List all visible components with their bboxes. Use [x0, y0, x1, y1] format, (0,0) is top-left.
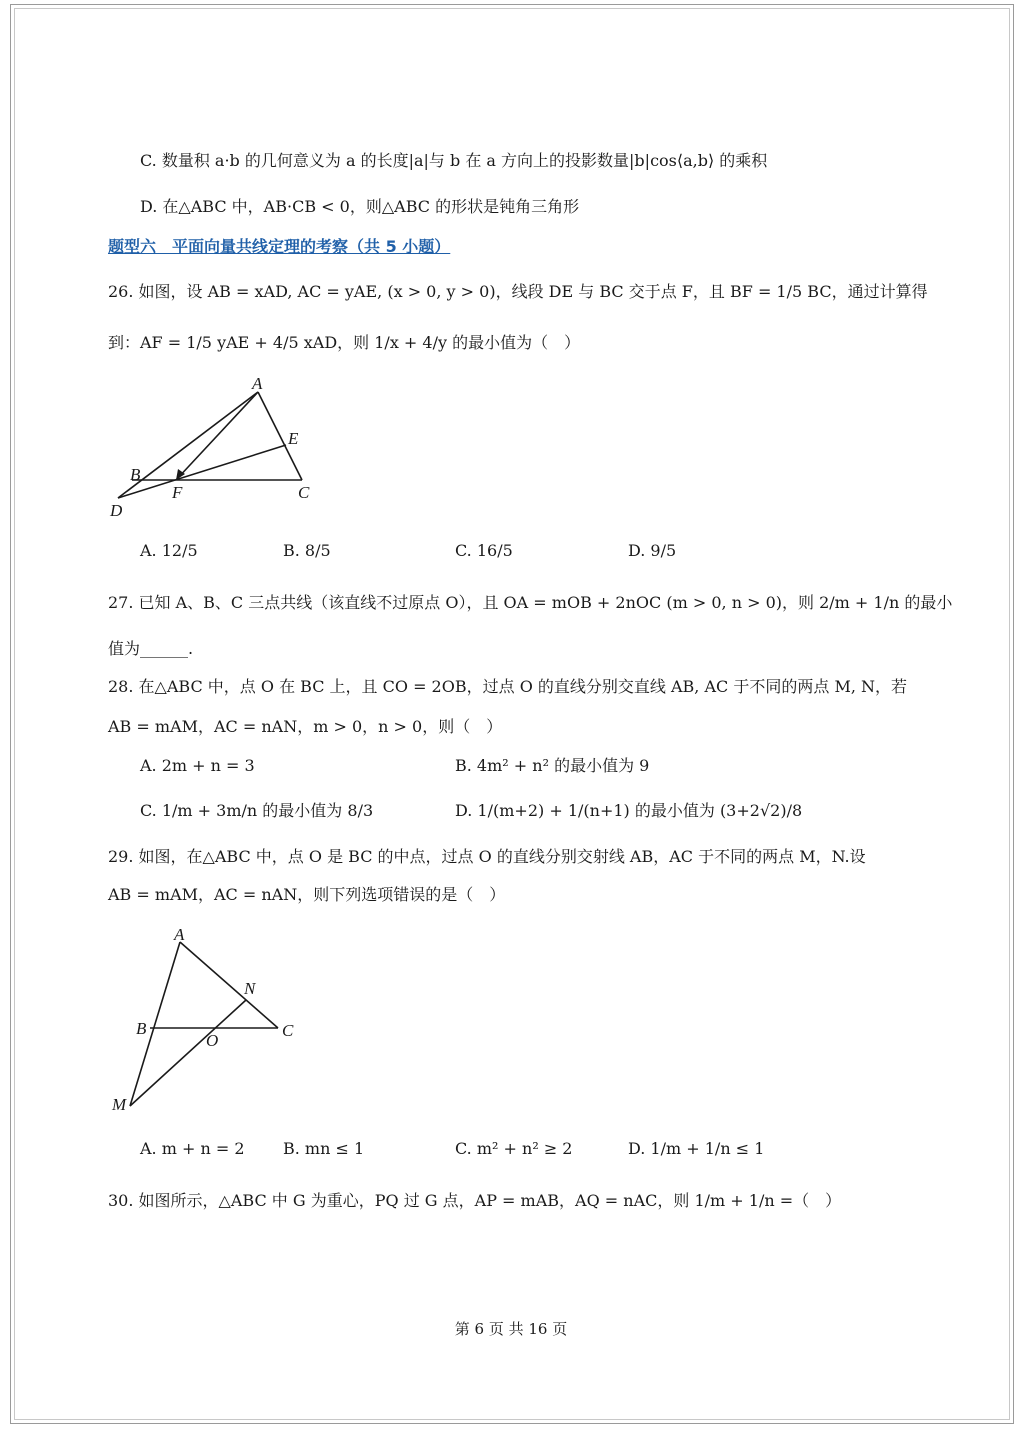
q29-option-b: B. mn ≤ 1: [283, 1139, 365, 1158]
q29-label-b: B: [136, 1019, 147, 1038]
q29-label-o: O: [206, 1031, 219, 1050]
q26-label-b: B: [130, 465, 141, 484]
q26-option-b: B. 8/5: [283, 541, 331, 560]
q27-line2: 值为______.: [108, 639, 194, 658]
option-d-top: D. 在△ABC 中，AB·CB < 0，则△ABC 的形状是钝角三角形: [140, 197, 580, 216]
q29-label-n: N: [244, 979, 256, 998]
q26-label-d: D: [110, 501, 123, 520]
page-footer: 第 6 页 共 16 页: [454, 1320, 568, 1338]
q26-line1: 26. 如图，设 AB = xAD, AC = yAE, (x > 0, y > 0)，线段 DE 与 BC 交于点 F，且 BF = 1/5 BC，通过计算得: [108, 282, 928, 301]
q29-line2: AB = mAM，AC = nAN，则下列选项错误的是（ ）: [108, 885, 506, 904]
q26-label-a: A: [252, 374, 263, 393]
q26-figure: [104, 372, 334, 522]
q28-option-b: B. 4m² + n² 的最小值为 9: [455, 756, 650, 775]
q26-option-c: C. 16/5: [455, 541, 513, 560]
q28-line2: AB = mAM，AC = nAN，m > 0，n > 0，则（ ）: [108, 717, 503, 736]
q29-option-d: D. 1/m + 1/n ≤ 1: [628, 1139, 765, 1158]
q29-option-a: A. m + n = 2: [140, 1139, 245, 1158]
q29-figure: [104, 920, 314, 1120]
q29-label-c: C: [282, 1021, 294, 1040]
q28-option-d: D. 1/(m+2) + 1/(n+1) 的最小值为 (3+2√2)/8: [455, 801, 803, 820]
q26-label-e: E: [288, 429, 299, 448]
q29-label-a: A: [174, 925, 185, 944]
q30-line1: 30. 如图所示，△ABC 中 G 为重心，PQ 过 G 点，AP = mAB，AQ = nAC，则 1/m + 1/n =（ ）: [108, 1191, 842, 1210]
q28-line1: 28. 在△ABC 中，点 O 在 BC 上，且 CO = 2OB，过点 O 的直线分别交直线 AB, AC 于不同的两点 M, N，若: [108, 677, 907, 696]
q26-line2: 到：AF = 1/5 yAE + 4/5 xAD，则 1/x + 4/y 的最小值为（ ）: [108, 333, 581, 352]
option-c-top: C. 数量积 a·b 的几何意义为 a 的长度|a|与 b 在 a 方向上的投影数量|b|cos⟨a,b⟩ 的乘积: [140, 151, 768, 170]
q29-line-mn: [130, 1000, 246, 1106]
section-title: 题型六 平面向量共线定理的考察（共 5 小题）: [108, 237, 451, 256]
q29-option-c: C. m² + n² ≥ 2: [455, 1139, 573, 1158]
q28-option-c: C. 1/m + 3m/n 的最小值为 8/3: [140, 801, 374, 820]
q29-label-m: M: [112, 1095, 127, 1114]
q26-label-c: C: [298, 483, 310, 502]
q26-label-f: F: [172, 483, 183, 502]
q27-line1: 27. 已知 A、B、C 三点共线（该直线不过原点 O），且 OA = mOB + 2nOC (m > 0, n > 0)，则 2/m + 1/n 的最小: [108, 593, 953, 612]
q28-option-a: A. 2m + n = 3: [140, 756, 255, 775]
q26-option-d: D. 9/5: [628, 541, 677, 560]
q26-option-a: A. 12/5: [140, 541, 198, 560]
q29-line1: 29. 如图，在△ABC 中，点 O 是 BC 的中点，过点 O 的直线分别交射线 AB，AC 于不同的两点 M，N.设: [108, 847, 866, 866]
